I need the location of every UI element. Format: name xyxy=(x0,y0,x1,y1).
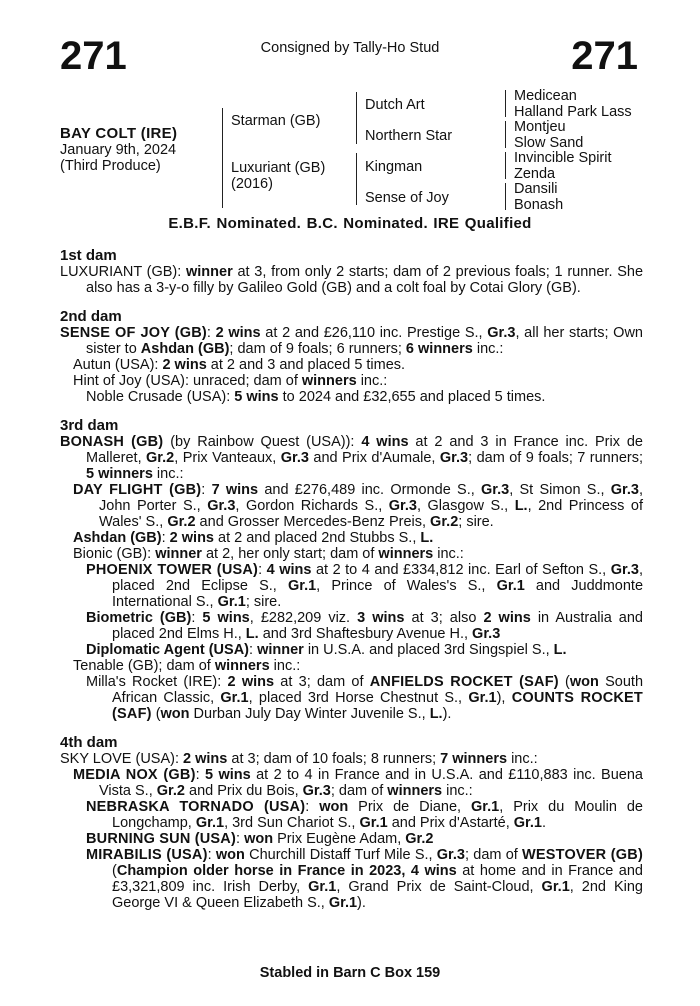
subject-produce: (Third Produce) xyxy=(60,158,161,174)
progeny-entry: Diplomatic Agent (USA): winner in U.S.A. and placed 3rd Singspiel S., L. xyxy=(86,642,567,658)
dam-entry: BONASH (GB) (by Rainbow Quest (USA)): 4 wins at 2 and 3 in France inc. Prix de Malleret, Gr.2, Prix Vanteaux, Gr.3 and Prix d'Aumale, Gr.3; dam of 9 foals; 7 runners; 5 winners inc.: xyxy=(60,434,643,482)
first-dam-section xyxy=(60,248,643,296)
great-grandparent: Montjeu xyxy=(514,119,566,135)
lot-number-left: 271 xyxy=(60,34,127,78)
second-dam-section xyxy=(60,309,643,405)
subject-horse xyxy=(60,126,177,174)
third-dam-section xyxy=(60,418,643,722)
dam: Luxuriant (GB) xyxy=(231,160,326,176)
fourth-dam-section xyxy=(60,735,643,911)
grandparent: Sense of Joy xyxy=(365,190,449,206)
lot-number-right: 271 xyxy=(571,34,638,78)
grandparent: Dutch Art xyxy=(365,97,425,113)
dam-entry: SENSE OF JOY (GB): 2 wins at 2 and £26,110 inc. Prestige S., Gr.3, all her starts; Own sister to Ashdan (GB); dam of 9 foals; 6 runners; 6 winners inc.: xyxy=(60,325,643,357)
pedigree-line xyxy=(356,153,357,205)
sire: Starman (GB) xyxy=(231,113,321,129)
progeny-entry: Hint of Joy (USA): unraced; dam of winners inc.: xyxy=(73,373,388,389)
great-grandparent: Halland Park Lass xyxy=(514,103,632,120)
pedigree-line xyxy=(505,90,506,117)
grandparent: Kingman xyxy=(365,159,423,175)
dam-year: (2016) xyxy=(231,176,273,192)
consignor: Consigned by Tally-Ho Stud xyxy=(260,40,440,56)
progeny-entry: Tenable (GB); dam of winners inc.: xyxy=(73,658,301,674)
progeny-entry: PHOENIX TOWER (USA): 4 wins at 2 to 4 and £334,812 inc. Earl of Sefton S., Gr.3, placed 2nd Eclipse S., Gr.1, Prince of Wales's S., Gr.1 and Juddmonte International S., Gr.1; sire. xyxy=(86,562,644,610)
great-grandparent: Slow Sand xyxy=(514,134,584,151)
progeny-entry: Noble Crusade (USA): 5 wins to 2024 and £32,655 and placed 5 times. xyxy=(86,389,546,405)
great-grandparent: Invincible Spirit xyxy=(514,150,612,166)
catalogue-body xyxy=(60,248,643,924)
subject-name: BAY COLT (IRE) xyxy=(60,125,178,142)
pedigree-line xyxy=(505,121,506,148)
pedigree-line xyxy=(505,183,506,210)
progeny-entry: Milla's Rocket (IRE): 2 wins at 3; dam of ANFIELDS ROCKET (SAF) (won South African Classic, Gr.1, placed 3rd Horse Chestnut S., Gr.1), COUNTS ROCKET (SAF) (won Durban July Day Winter Juvenile S., L.). xyxy=(86,674,644,722)
progeny-entry: Ashdan (GB): 2 wins at 2 and placed 2nd Stubbs S., L. xyxy=(73,530,434,546)
great-grandparent: Bonash xyxy=(514,196,564,213)
dam-entry: SKY LOVE (USA): 2 wins at 3; dam of 10 foals; 8 runners; 7 winners inc.: xyxy=(60,751,538,767)
progeny-entry: Autun (USA): 2 wins at 2 and 3 and placed 5 times. xyxy=(73,357,406,373)
section-heading: 4th dam xyxy=(60,734,118,751)
pedigree-line xyxy=(505,152,506,179)
section-heading: 1st dam xyxy=(60,247,117,264)
nominations: E.B.F. Nominated. B.C. Nominated. IRE Qualified xyxy=(168,215,532,232)
great-grandparent: Dansili xyxy=(514,181,558,197)
progeny-entry: MIRABILIS (USA): won Churchill Distaff Turf Mile S., Gr.3; dam of WESTOVER (GB) (Champion older horse in France in 2023, 4 wins at home and in France and £3,321,809 inc. Irish Derby, Gr.1, Grand Prix de Saint-Cloud, Gr.1, 2nd King George VI & Queen Elizabeth S., Gr.1). xyxy=(86,847,643,911)
pedigree-line xyxy=(356,92,357,144)
pedigree-table xyxy=(60,88,650,213)
progeny-entry: NEBRASKA TORNADO (USA): won Prix de Diane, Gr.1, Prix du Moulin de Longchamp, Gr.1, 3rd Sun Chariot S., Gr.1 and Prix d'Astarté, Gr.1. xyxy=(86,799,643,831)
progeny-entry: Biometric (GB): 5 wins, £282,209 viz. 3 wins at 3; also 2 wins in Australia and placed 2nd Elms H., L. and 3rd Shaftesbury Avenue H., Gr.3 xyxy=(86,610,643,642)
subject-dob: January 9th, 2024 xyxy=(60,142,177,158)
grandparent: Northern Star xyxy=(365,128,453,144)
progeny-entry: DAY FLIGHT (GB): 7 wins and £276,489 inc. Ormonde S., Gr.3, St Simon S., Gr.3, John Porter S., Gr.3, Gordon Richards S., Gr.3, Glasgow S., L., 2nd Princess of Wales' S., Gr.2 and Grosser Mercedes-Benz Preis, Gr.2; sire. xyxy=(73,482,644,530)
stabling-info: Stabled in Barn C Box 159 xyxy=(259,965,441,981)
pedigree-line xyxy=(222,108,223,208)
section-heading: 3rd dam xyxy=(60,417,119,434)
section-heading: 2nd dam xyxy=(60,308,122,325)
great-grandparent: Medicean xyxy=(514,88,577,104)
great-grandparent: Zenda xyxy=(514,165,556,182)
progeny-entry: MEDIA NOX (GB): 5 wins at 2 to 4 in France and in U.S.A. and £110,883 inc. Buena Vista S., Gr.2 and Prix du Bois, Gr.3; dam of winners inc.: xyxy=(73,767,643,799)
progeny-entry: BURNING SUN (USA): won Prix Eugène Adam, Gr.2 xyxy=(86,831,434,847)
progeny-entry: Bionic (GB): winner at 2, her only start; dam of winners inc.: xyxy=(73,546,464,562)
dam-entry: LUXURIANT (GB): winner at 3, from only 2 starts; dam of 2 previous foals; 1 runner. She also has a 3-y-o filly by Galileo Gold (GB) and a colt foal by Cotai Glory (GB). xyxy=(60,264,644,296)
